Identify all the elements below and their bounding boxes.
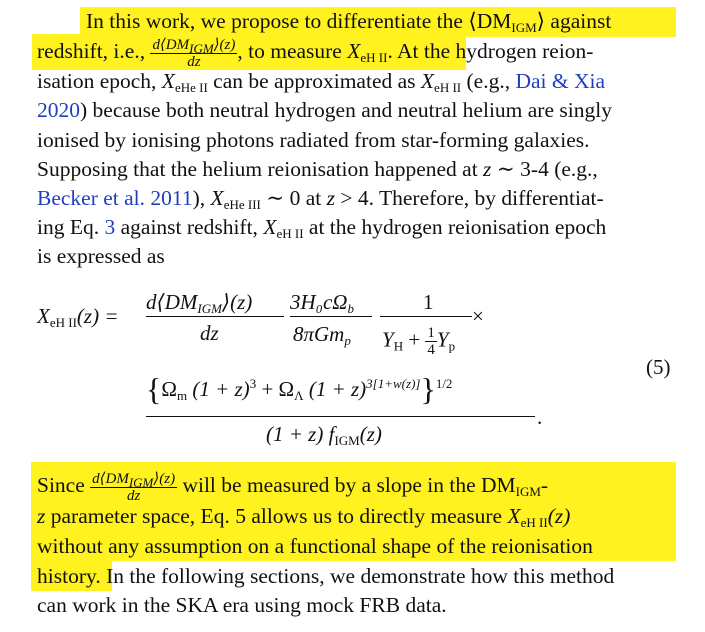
eq-number-label: (5) bbox=[646, 355, 671, 379]
p1-line-2: redshift, i.e., $\frac{d⟨DM_{IGM}⟩(z)}{dz}$ , to measure $X_{eH II}$. At the hydrogen reion- bbox=[37, 36, 594, 70]
eq-term1-denominator: dz bbox=[200, 321, 219, 345]
eq-line2-denominator: (1 + z) $f_{IGM}(z)$ bbox=[266, 422, 382, 448]
eq-lhs: $X_{eH II}(z)$ = bbox=[37, 304, 119, 330]
eq-term3-numerator: 1 bbox=[423, 290, 434, 314]
ref-eq-3[interactable]: 3 bbox=[104, 215, 116, 239]
p1-line-9: is expressed as bbox=[37, 244, 165, 268]
eq-term2-denominator: 8πGm$_p$ bbox=[293, 322, 351, 348]
p1-line-1: In this work, we propose to differentiate the $⟨DM_{IGM}⟩$ against bbox=[86, 9, 612, 35]
p1-line-3: isation epoch, $X_{eHe II}$ can be approximated as $X_{eH II}$ (e.g., Dai & Xia bbox=[37, 69, 606, 95]
eq-line2-bar bbox=[146, 416, 535, 417]
eq-term3-denominator: $Y_H$ + $\frac{1}{4}$ $Y_p$ bbox=[382, 325, 456, 358]
eq-term1-numerator: $d⟨DM_{IGM}⟩(z)$ bbox=[146, 290, 253, 316]
eq-term2-numerator: $3H_0c\Omega_b$ bbox=[290, 290, 354, 316]
p1-line-6: Supposing that the helium reionisation happened at z ∼ 3-4 (e.g., bbox=[37, 157, 598, 181]
p2-line-1: Since $\frac{d⟨DM_{IGM}⟩(z)}{dz}$ will be measured by a slope in the $DM_{IGM}-$ bbox=[37, 470, 549, 504]
eq-term3-bar bbox=[380, 316, 472, 317]
eq-period: . bbox=[537, 405, 543, 429]
p2-derivative-fraction: $\frac{d⟨DM_{IGM}⟩(z)}{dz}$ bbox=[92, 470, 176, 504]
ref-dai-xia-year[interactable]: 2020 bbox=[37, 98, 80, 122]
p1-line-7: Becker et al. 2011), $X_{eHe III}$ ∼ 0 at z > 4. Therefore, by differentiat- bbox=[37, 186, 604, 212]
p2-line-4: history. In the following sections, we demonstrate how this method bbox=[37, 564, 615, 588]
p1-line-8: ing Eq. 3 against redshift, $X_{eH II}$ at the hydrogen reionisation epoch bbox=[37, 215, 607, 241]
p2-line-2: z parameter space, Eq. 5 allows us to directly measure $X_{eH II}(z)$ bbox=[37, 504, 571, 530]
p2-line-3: without any assumption on a functional shape of the reionisation bbox=[37, 534, 593, 558]
p2-line-5: can work in the SKA era using mock FRB data. bbox=[37, 593, 447, 617]
inline-derivative-fraction: $\frac{d⟨DM_{IGM}⟩(z)}{dz}$ bbox=[152, 36, 236, 70]
ref-dai-xia[interactable]: Dai & Xia bbox=[515, 69, 606, 93]
p1-line-5: ionised by ionising photons radiated from star-forming galaxies. bbox=[37, 128, 590, 152]
eq-term2-bar bbox=[290, 316, 372, 317]
p1-line-4: 2020) because both neutral hydrogen and neutral helium are singly bbox=[37, 98, 612, 122]
eq-line2-numerator: {$\Omega_m$ $(1 + z)^3 + \Omega_\Lambda$ $(1 + z)^{3[1+w(z)]}\}^{1/2}$ bbox=[146, 371, 453, 407]
eq-term1-bar bbox=[146, 316, 284, 317]
eq-times: × bbox=[472, 304, 484, 328]
ref-becker[interactable]: Becker et al. 2011 bbox=[37, 186, 193, 210]
